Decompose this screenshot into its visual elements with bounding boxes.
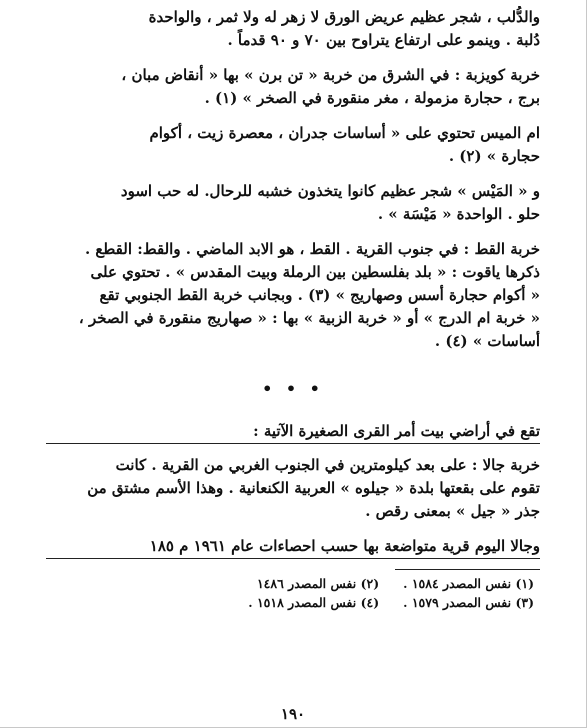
paragraph-line: خربة جالا : على بعد كيلومترين في الجنوب الغربي من القرية . كانت bbox=[115, 456, 540, 474]
paragraph bbox=[46, 122, 540, 168]
footnote-3: (٣) نفس المصدر ١٥٧٩ . bbox=[403, 595, 534, 610]
paragraph-line: ام الميس تحتوي على « أساسات جدران ، معصرة زيت ، أكوام bbox=[149, 124, 540, 142]
paragraph-line: دُلبة . وينمو على ارتفاع يتراوح بين ٧٠ و ٩٠ قدماً . bbox=[227, 31, 540, 49]
paragraph-line: حلو . الواحدة « مَيْسَة » . bbox=[377, 205, 540, 223]
paragraph-group-2 bbox=[46, 454, 540, 523]
paragraph-line: « خربة ام الدرج » أو « خربة الزبية » بها : « صهاريج منقورة في الصخر ، bbox=[78, 309, 540, 327]
paragraph bbox=[46, 238, 540, 353]
paragraph-line: أساسات » (٤) . bbox=[434, 332, 540, 350]
paragraph-line: خربة كويزبة : في الشرق من خربة « تن برن » بها « أنقاض مبان ، bbox=[121, 66, 540, 84]
paragraph-line: حجارة » (٢) . bbox=[448, 147, 540, 165]
footnote-rule bbox=[395, 569, 540, 570]
footnote-1: (١) نفس المصدر ١٥٨٤ . bbox=[403, 576, 534, 591]
paragraph-group bbox=[46, 6, 540, 353]
paragraph bbox=[46, 64, 540, 110]
paragraph-line: برج ، حجارة مزمولة ، مغر منقورة في الصخر » (١) . bbox=[204, 89, 540, 107]
footnote-4: (٤) نفس المصدر ١٥١٨ . bbox=[248, 595, 380, 610]
section-intro: تقع في أراضي بيت أمر القرى الصغيرة الآتية : bbox=[46, 420, 540, 444]
closing-text: وجالا اليوم قرية متواضعة بها حسب احصاءات عام ١٩٦١ م ١٨٥ bbox=[149, 537, 540, 555]
paragraph-line: جذر « جيل » بمعنى رقص . bbox=[365, 502, 540, 520]
closing-line bbox=[46, 535, 540, 559]
paragraph-line: تقوم على بقعتها بلدة « جيلوه » العربية الكنعانية . وهذا الأسم مشتق من bbox=[87, 479, 540, 497]
footnotes bbox=[46, 576, 534, 610]
paragraph-line: ذكرها ياقوت : « بلد بفلسطين بين الرملة وبيت المقدس » . تحتوي على bbox=[90, 263, 540, 281]
paragraph bbox=[46, 6, 540, 52]
page-content bbox=[46, 6, 540, 610]
paragraph-line: والدُّلب ، شجر عظيم عريض الورق لا زهر له ولا ثمر ، والواحدة bbox=[148, 8, 540, 26]
paragraph bbox=[46, 454, 540, 523]
section-separator: • • • bbox=[262, 379, 324, 398]
paragraph-line: و « المَيْس » شجر عظيم كانوا يتخذون خشبه للرحال. له حب اسود bbox=[120, 182, 540, 200]
paragraph bbox=[46, 180, 540, 226]
page-number: ١٩٠ bbox=[280, 705, 306, 723]
footnote-2: (٢) نفس المصدر ١٤٨٦ bbox=[256, 576, 380, 591]
paragraph-line: خربة القط : في جنوب القرية . القط ، هو الابد الماضي . والقط: القطع . bbox=[84, 240, 540, 258]
paragraph-line: « أكوام حجارة أسس وصهاريج » (٣) . وبجانب خربة القط الجنوبي تقع bbox=[99, 286, 540, 304]
